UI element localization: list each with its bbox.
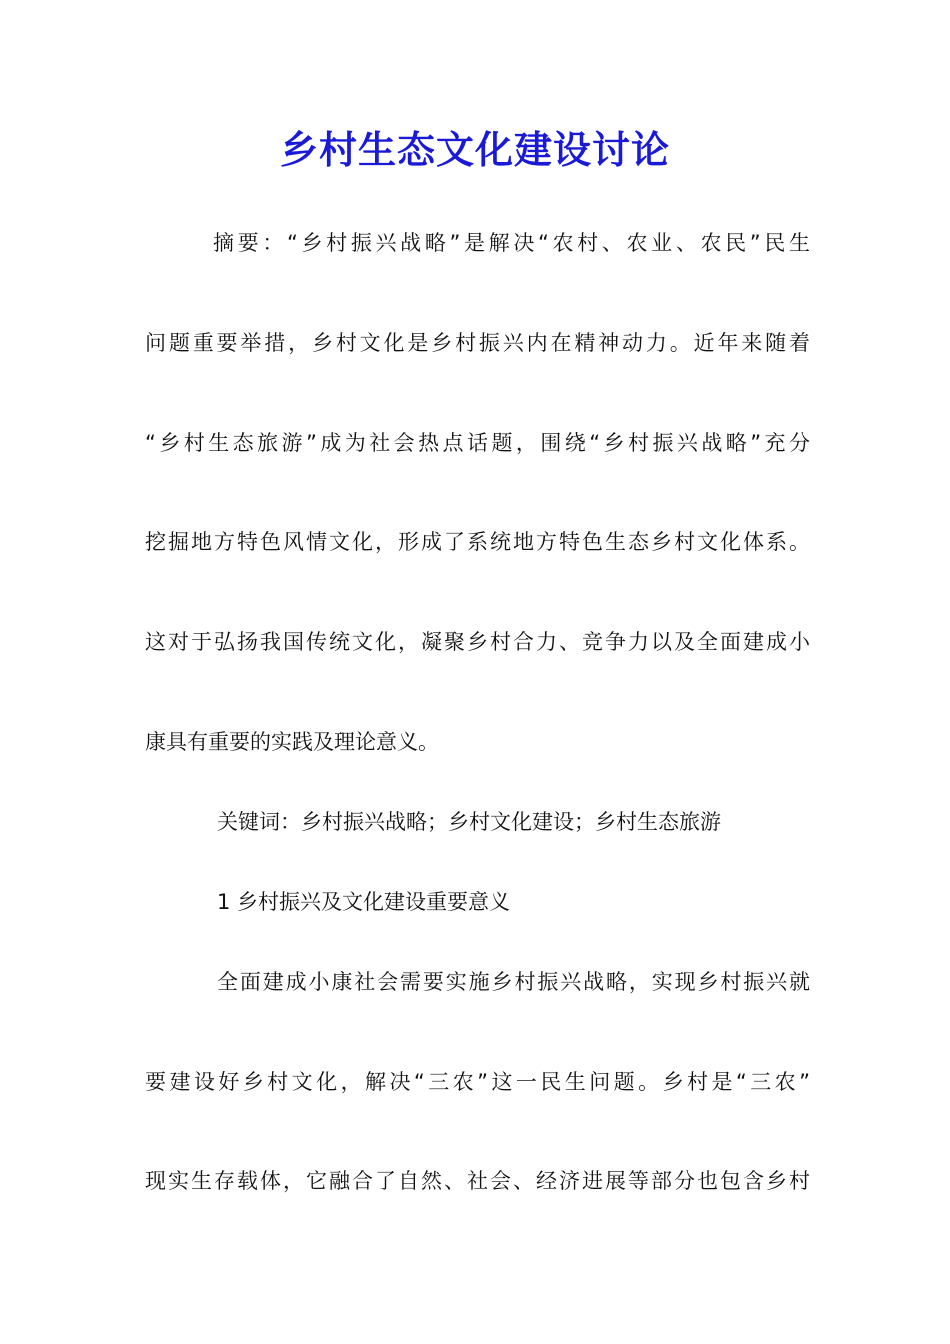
section-heading: 1 乡村振兴及文化建设重要意义	[217, 890, 511, 914]
abstract-line-3: “乡村生态旅游”成为社会热点话题，围绕“乡村振兴战略”充分	[145, 431, 810, 455]
abstract-line-1: 摘要：“乡村振兴战略”是解决“农村、农业、农民”民生	[213, 231, 810, 255]
abstract-line-4: 挖掘地方特色风情文化，形成了系统地方特色生态乡村文化体系。	[145, 530, 810, 554]
abstract-line-5: 这对于弘扬我国传统文化，凝聚乡村合力、竞争力以及全面建成小	[145, 630, 810, 654]
document-title: 乡村生态文化建设讨论	[279, 127, 670, 172]
abstract-line-6: 康具有重要的实践及理论意义。	[145, 730, 439, 754]
abstract-line-2: 问题重要举措，乡村文化是乡村振兴内在精神动力。近年来随着	[145, 331, 810, 355]
body-line-3: 现实生存载体，它融合了自然、社会、经济进展等部分也包含乡村	[145, 1169, 810, 1193]
body-line-1: 全面建成小康社会需要实施乡村振兴战略，实现乡村振兴就	[217, 970, 810, 994]
keywords-line: 关键词：乡村振兴战略；乡村文化建设；乡村生态旅游	[217, 810, 721, 834]
body-line-2: 要建设好乡村文化，解决“三农”这一民生问题。乡村是“三农”	[145, 1070, 810, 1094]
